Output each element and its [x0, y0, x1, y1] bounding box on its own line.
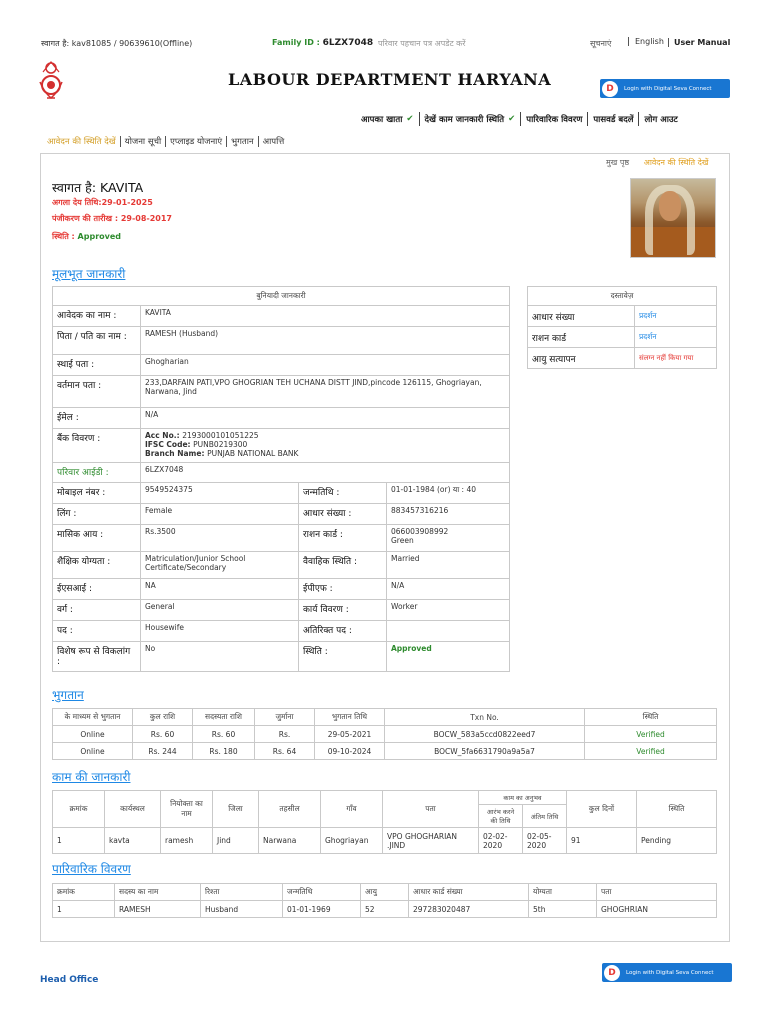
- nav-logout-label: लोग आउट: [644, 114, 678, 125]
- nav-work-status[interactable]: [420, 112, 522, 126]
- profile-photo: [630, 178, 716, 258]
- ifsc-label: IFSC Code:: [145, 440, 194, 449]
- ration-number: 066003908992: [391, 527, 449, 536]
- profile-status-label: स्थिति :: [52, 232, 78, 241]
- work-header: जिला: [213, 791, 259, 828]
- section-family-details: पारिवारिक विवरण: [52, 862, 131, 876]
- doc-aadhaar-view-link[interactable]: प्रदर्शन: [635, 306, 717, 327]
- family-header: आधार कार्ड संख्या: [409, 884, 529, 901]
- next-due-date: अगला देय तिथि:29-01-2025: [52, 198, 153, 207]
- breadcrumb-current[interactable]: आवेदन की स्थिति देखें: [643, 158, 709, 167]
- status-value: Approved: [387, 642, 510, 672]
- family-cell: 5th: [529, 901, 597, 918]
- nav-work-status-label: देखें काम जानकारी स्थिति: [424, 114, 505, 125]
- applicant-value: KAVITA: [141, 306, 510, 327]
- subnav-application-status[interactable]: आवेदन की स्थिति देखें: [47, 136, 121, 147]
- gender-label: लिंग :: [53, 504, 141, 525]
- email-label: ईमेल :: [53, 408, 141, 429]
- work-desc-value: Worker: [387, 600, 510, 621]
- subnav-applied-schemes[interactable]: एप्लाइड योजनाएं: [166, 136, 227, 147]
- family-table: [52, 883, 717, 918]
- work-desc-label: कार्य विवरण :: [299, 600, 387, 621]
- payment-cell: BOCW_5fa6631790a9a5a7: [385, 743, 585, 760]
- documents-table: [527, 286, 717, 369]
- profile-status-value: Approved: [77, 232, 121, 241]
- work-header: पता: [383, 791, 479, 828]
- work-cell: Narwana: [259, 828, 321, 854]
- payment-cell: 09-10-2024: [315, 743, 385, 760]
- aadhaar-label: आधार संख्या :: [299, 504, 387, 525]
- work-cell: 02-02-2020: [479, 828, 523, 854]
- subnav-scheme-list[interactable]: योजना सूची: [121, 136, 166, 147]
- ration-value: [387, 525, 510, 552]
- family-header: पता: [597, 884, 717, 901]
- esi-value: NA: [141, 579, 299, 600]
- ifsc-value: PUNB0219300: [193, 440, 248, 449]
- family-header: रिश्ता: [201, 884, 283, 901]
- work-cell: 02-05-2020: [523, 828, 567, 854]
- payment-cell: Rs.: [255, 726, 315, 743]
- work-cell: kavta: [105, 828, 161, 854]
- work-cell: Ghogriayan: [321, 828, 383, 854]
- family-id: [272, 38, 373, 48]
- digital-seva-label: Login with Digital Seva Connect: [624, 85, 712, 92]
- main-nav: [358, 112, 683, 126]
- mobile-value: 9549524375: [141, 483, 299, 504]
- family-cell: 1: [53, 901, 115, 918]
- work-header: कुल दिनों: [567, 791, 637, 828]
- payment-header: सदस्यता राशि: [193, 709, 255, 726]
- father-value: RAMESH (Husband): [141, 327, 510, 355]
- extra-post-value: [387, 621, 510, 642]
- doc-age-label: आयु सत्यापन: [528, 348, 635, 369]
- subnav-objection[interactable]: आपत्ति: [262, 137, 285, 147]
- permanent-address-label: स्थाई पता :: [53, 355, 141, 376]
- work-table: [52, 790, 717, 854]
- work-cell: 91: [567, 828, 637, 854]
- nav-change-password[interactable]: [588, 112, 639, 126]
- father-label: पिता / पति का नाम :: [53, 327, 141, 355]
- work-header: क्रमांक: [53, 791, 105, 828]
- bank-label: बैंक विवरण :: [53, 429, 141, 463]
- check-icon: ✔: [508, 114, 516, 124]
- doc-ration-label: राशन कार्ड: [528, 327, 635, 348]
- work-header: तहसील: [259, 791, 321, 828]
- dob-label: जन्मतिथि :: [299, 483, 387, 504]
- payment-header: जुर्माना: [255, 709, 315, 726]
- family-header: जन्मतिथि: [283, 884, 361, 901]
- payment-table: [52, 708, 717, 760]
- work-cell: 1: [53, 828, 105, 854]
- status-label: स्थिति :: [299, 642, 387, 672]
- top-bar: [0, 36, 768, 50]
- epf-label: ईपीएफ :: [299, 579, 387, 600]
- family-cell: GHOGHRIAN: [597, 901, 717, 918]
- work-cell: VPO GHOGHARIAN .JIND: [383, 828, 479, 854]
- payment-cell: Rs. 60: [193, 726, 255, 743]
- extra-post-label: अतिरिक्त पद :: [299, 621, 387, 642]
- current-address-value: 233,DARFAIN PATI,VPO GHOGRIAN TEH UCHANA DISTT JIND,pincode 126115, Ghogriayan, Narwana, Jind: [141, 376, 510, 408]
- work-sub-header: आरंभ करने की तिथि: [479, 805, 523, 828]
- esi-label: ईएसआई :: [53, 579, 141, 600]
- payment-cell: Rs. 64: [255, 743, 315, 760]
- category-value: General: [141, 600, 299, 621]
- disabled-label: विशेष रूप से विकलांग :: [53, 642, 141, 672]
- family-cell: Husband: [201, 901, 283, 918]
- nav-account[interactable]: [358, 112, 420, 126]
- subnav-payment[interactable]: भुगतान: [227, 136, 259, 147]
- payment-header: स्थिति: [585, 709, 717, 726]
- education-label: शैक्षिक योग्यता :: [53, 552, 141, 579]
- epf-value: N/A: [387, 579, 510, 600]
- sub-nav: [47, 136, 288, 147]
- doc-ration-view-link[interactable]: प्रदर्शन: [635, 327, 717, 348]
- digital-seva-logo-icon: D: [602, 81, 618, 97]
- email-value: N/A: [141, 408, 510, 429]
- breadcrumb-home[interactable]: मुख पृष्ठ: [606, 158, 630, 167]
- marital-value: Married: [387, 552, 510, 579]
- nav-logout[interactable]: [639, 112, 682, 126]
- bank-details: [141, 429, 510, 463]
- payment-cell: Online: [53, 726, 133, 743]
- table-row: [53, 828, 717, 854]
- branch-label: Branch Name:: [145, 449, 208, 458]
- dob-value: 01-01-1984 (or) या : 40: [387, 483, 510, 504]
- permanent-address-value: Ghogharian: [141, 355, 510, 376]
- doc-age-status: संलग्न नहीं किया गया: [635, 348, 717, 369]
- family-header: सदस्य का नाम: [115, 884, 201, 901]
- marital-label: वैवाहिक स्थिति :: [299, 552, 387, 579]
- work-header: कार्यस्थल: [105, 791, 161, 828]
- category-label: वर्ग :: [53, 600, 141, 621]
- education-value: Matriculation/Junior School Certificate/Secondary: [141, 552, 299, 579]
- check-icon: ✔: [406, 114, 414, 124]
- family-header: योग्यता: [529, 884, 597, 901]
- payment-header: भुगतान तिथि: [315, 709, 385, 726]
- income-label: मासिक आय :: [53, 525, 141, 552]
- family-cell: RAMESH: [115, 901, 201, 918]
- work-status: Pending: [637, 828, 717, 854]
- language-switch[interactable]: English: [628, 37, 664, 46]
- ration-color: Green: [391, 536, 414, 545]
- family-update-link[interactable]: परिवार पहचान पत्र अपडेट करें: [378, 39, 466, 48]
- payment-header: Txn No.: [385, 709, 585, 726]
- section-basic-info: मूलभूत जानकारी: [52, 267, 126, 281]
- registration-date: पंजीकरण की तारीख : 29-08-2017: [52, 214, 172, 223]
- user-welcome-text: स्वागत है: kav81085 / 90639610(Offline): [41, 39, 193, 48]
- current-address-label: वर्तमान पता :: [53, 376, 141, 408]
- section-work-info: काम की जानकारी: [52, 770, 131, 784]
- post-label: पद :: [53, 621, 141, 642]
- digital-seva-label: Login with Digital Seva Connect: [626, 969, 714, 976]
- post-value: Housewife: [141, 621, 299, 642]
- site-title: LABOUR DEPARTMENT HARYANA: [228, 70, 552, 89]
- payment-cell: BOCW_583a5ccd0822eed7: [385, 726, 585, 743]
- haryana-emblem-logo: [38, 58, 64, 102]
- nav-family-details[interactable]: [521, 112, 588, 126]
- payment-header: कुल राशि: [133, 709, 193, 726]
- notifications-link[interactable]: सूचनाएं: [590, 39, 612, 48]
- aadhaar-value: 883457316216: [387, 504, 510, 525]
- payment-status: Verified: [585, 726, 717, 743]
- disabled-value: No: [141, 642, 299, 672]
- work-header: गाँव: [321, 791, 383, 828]
- digital-seva-logo-icon: D: [604, 965, 620, 981]
- doc-aadhaar-label: आधार संख्या: [528, 306, 635, 327]
- family-cell: 52: [361, 901, 409, 918]
- footer-digital-seva-button[interactable]: [602, 963, 732, 982]
- family-id-value: 6LZX7048: [322, 38, 374, 48]
- family-id-row-value: 6LZX7048: [141, 463, 510, 483]
- head-office-title: Head Office: [40, 975, 99, 985]
- nav-change-password-label: पासवर्ड बदलें: [593, 114, 634, 125]
- branch-value: PUNJAB NATIONAL BANK: [207, 449, 299, 458]
- profile-welcome: स्वागत है: KAVITA: [52, 180, 144, 195]
- family-header: आयु: [361, 884, 409, 901]
- payment-cell: Rs. 180: [193, 743, 255, 760]
- digital-seva-login-button[interactable]: [600, 79, 730, 98]
- section-payment: भुगतान: [52, 688, 84, 702]
- table-row: [53, 726, 717, 743]
- payment-cell: Rs. 60: [133, 726, 193, 743]
- work-header: नियोक्ता का नाम: [161, 791, 213, 828]
- gender-value: Female: [141, 504, 299, 525]
- mobile-label: मोबाइल नंबर :: [53, 483, 141, 504]
- payment-status: Verified: [585, 743, 717, 760]
- work-sub-header: अंतिम तिथि: [523, 805, 567, 828]
- work-cell: Jind: [213, 828, 259, 854]
- family-id-row-label: परिवार आईडी :: [53, 463, 141, 483]
- payment-header: के माध्यम से भुगतान: [53, 709, 133, 726]
- breadcrumb: [606, 157, 708, 168]
- acc-value: 2193000101051225: [182, 431, 259, 440]
- nav-family-details-label: पारिवारिक विवरण: [526, 114, 583, 125]
- applicant-label: आवेदक का नाम :: [53, 306, 141, 327]
- family-cell: 01-01-1969: [283, 901, 361, 918]
- basic-info-table: [52, 286, 510, 672]
- table-row: [53, 743, 717, 760]
- payment-cell: Online: [53, 743, 133, 760]
- ration-label: राशन कार्ड :: [299, 525, 387, 552]
- income-value: Rs.3500: [141, 525, 299, 552]
- work-header: काम का अनुभव: [479, 791, 567, 805]
- profile-status: [52, 231, 121, 242]
- payment-cell: Rs. 244: [133, 743, 193, 760]
- acc-label: Acc No.:: [145, 431, 183, 440]
- nav-account-label: आपका खाता: [361, 114, 403, 125]
- basic-info-heading: बुनियादी जानकारी: [53, 287, 510, 306]
- family-id-label: Family ID :: [272, 38, 323, 47]
- work-cell: ramesh: [161, 828, 213, 854]
- documents-heading: दस्तावेज़: [528, 287, 717, 306]
- family-header: क्रमांक: [53, 884, 115, 901]
- table-row: [53, 901, 717, 918]
- payment-cell: 29-05-2021: [315, 726, 385, 743]
- family-cell: 297283020487: [409, 901, 529, 918]
- user-manual-link[interactable]: User Manual: [668, 38, 730, 47]
- work-header: स्थिति: [637, 791, 717, 828]
